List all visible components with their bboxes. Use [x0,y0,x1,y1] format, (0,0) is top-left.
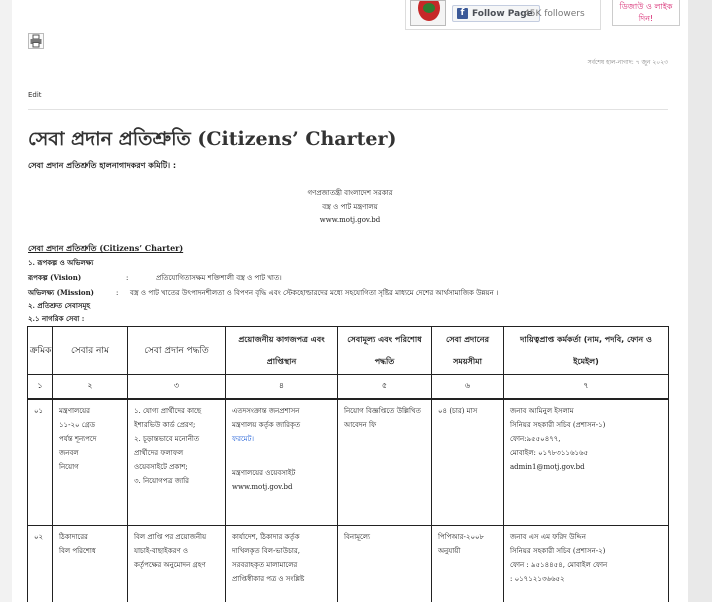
mission-line [28,287,499,299]
text-line: নিয়োগ [59,462,79,471]
ministry-name: বস্ত্র ও পাট মন্ত্রণালয় [322,203,378,211]
col-number: ৩ [128,375,226,399]
col-number: ৭ [504,375,669,399]
like-banner-line1: ডিজাউ ও লাইক [619,2,673,11]
text-line: জনবল [59,448,79,457]
row-service-name [53,526,128,602]
vision-label: রূপকল্প (Vision) [28,273,82,282]
like-banner[interactable] [612,0,680,26]
text-line: জনাব আমিনুল ইসলাম [510,406,574,415]
text-line: বিল প্রাপ্তি পর প্রয়োজনীয় [134,533,207,541]
table-row [28,526,669,602]
page-side-shadow [688,0,712,602]
text-line: সিনিয়র সহকারী সচিব (প্রশাসন-২) [510,547,606,555]
citizen-charter-table [27,326,669,602]
text-line: মন্ত্রণালয়ের [59,406,91,415]
vision-mission-heading: ১. রূপকল্প ও অভিলক্ষ্য [28,258,94,267]
text-line: নিয়োগ বিজ্ঞপ্তিতে উল্লিখিত [344,406,421,415]
col-method: সেবা প্রদান পদ্ধতি [128,327,226,375]
committee-line: সেবা প্রদান প্রতিশ্রুতি হালনাগাদকরণ কমিটি। : [28,161,177,170]
row-officer [504,399,669,526]
col-fee: সেবামূল্য এবং পরিশোধ পদ্ধতি [338,327,432,375]
row-timeframe [432,526,504,602]
vision-line [28,272,282,284]
printer-icon [29,34,43,48]
row-fee [338,399,432,526]
table-header-row [28,327,669,375]
text-line: যাচাই-বাছাইকরণ ও [134,547,189,555]
text-line: ইশারভিউ কার্ড প্রেরণ; [134,420,196,429]
text-line: : ০১৭১২১৩৬৬৫২ [510,575,565,583]
facebook-icon: f [457,8,468,19]
text-line: আবেদন ফি [344,420,377,429]
text-line: অনুযায়ী [438,547,461,555]
text-line: মন্ত্রণালয় কর্তৃক জারিকৃত [232,420,301,429]
spacer [232,446,333,466]
gov-name: গণপ্রজাতন্ত্রী বাংলাদেশ সরকার [307,189,393,197]
text-line: মন্ত্রণালয়ের ওয়েবসাইট [232,468,296,477]
col-number: ৪ [226,375,338,399]
text-line: ২. চূড়ান্তভাবে মনোনীত [134,434,200,443]
facebook-widget [405,0,601,30]
text-line: ফোন : ৯৫১৪৪৫৪, মোবাইল ফোন [510,561,608,569]
text-line: ১১-২০ গ্রেড [59,420,96,429]
row-method [128,399,226,526]
text-line: এতদসংক্রান্ত জনপ্রশাসন [232,406,300,415]
row-service-name [53,399,128,526]
col-number: ৬ [432,375,504,399]
col-timeframe: সেবা প্রদানের সময়সীমা [432,327,504,375]
text-line: মোবাইল: ০১৭৮৩১১৬১৬৫ [510,448,589,457]
like-banner-line2: দিন! [638,14,654,23]
page-title: সেবা প্রদান প্রতিশ্রুতি (Citizens’ Charter) [28,128,397,150]
text-line: সিনিয়র সহকারী সচিব (প্রশাসন-১) [510,420,606,429]
format-link[interactable]: ফরমেট। [232,434,254,443]
vision-text: প্রতিযোগিতাসক্ষম শক্তিশালী বস্ত্র ও পাট খাত। [156,274,282,282]
divider [28,109,668,110]
table-row [28,399,669,526]
row-timeframe: ০৪ (চার) মাস [432,399,504,526]
text-line: ৩. নিয়োগপত্র জারি [134,476,190,485]
row-serial: ০১ [28,399,53,526]
mission-colon: : [116,289,119,297]
follow-page-label: Follow Page [472,8,533,19]
edit-link[interactable]: Edit [28,91,42,99]
col-service-name: সেবার নাম [53,327,128,375]
text-line: বিনামূল্যে [344,533,371,541]
text-line: দাখিলকৃত বিল-ভাউচার, [232,547,300,555]
row-method [128,526,226,602]
print-button[interactable] [28,33,44,49]
text-line: প্রাপ্তিস্বীকার পত্র ও সংশ্লিষ্ট [232,575,305,583]
text-line: জনাব এস এম ফরিদ উদ্দিন [510,533,586,541]
mission-text: বস্ত্র ও পাট খাতের উৎপাদনশীলতা ও বিপণন বৃদ্ধি এবং স্টেকহোল্ডারদের মধ্যে সহযোগিতা সৃষ্টির মাধ্যমে দেশের আর্থসামাজিক উন্নয়ন । [130,289,499,297]
charter-heading: সেবা প্রদান প্রতিশ্রুতি (Citizens’ Charter) [28,243,184,253]
text-line: সরবরাহকৃত মালামালের [232,561,298,569]
services-heading: ২. প্রতিশ্রুত সেবাসমূহ [28,301,91,310]
col-number: ৫ [338,375,432,399]
vision-colon: : [126,274,129,282]
column-number-row [28,375,669,399]
mission-label: অভিলক্ষ্য (Mission) [28,288,94,297]
last-updated: সর্বশেষ হাল-নাগাদ: ৭ জুন ২০২৩ [587,59,668,66]
row-fee [338,526,432,602]
officer-email[interactable]: admin1@motj.gov.bd [510,462,585,471]
text-line: পর্যন্ত শূন্যপদে [59,434,97,443]
col-officer: দায়িত্বপ্রাপ্ত কর্মকর্তা (নাম, পদবি, ফোন ও ইমেইল) [504,327,669,375]
text-line: পিপিআর-২০০৮ [438,533,485,541]
row-serial: ০২ [28,526,53,602]
text-line: ঠিকাদারের [59,533,88,541]
text-line: www.motj.gov.bd [232,482,293,491]
col-documents: প্রয়োজনীয় কাগজপত্র এবং প্রাপ্তিস্থান [226,327,338,375]
text-line: বিল পরিশোধ [59,547,96,555]
ministry-website: www.motj.gov.bd [319,216,381,224]
page [12,0,688,602]
text-line: ১. যোগ্য প্রার্থীদের কাছে [134,406,202,415]
col-number: ১ [28,375,53,399]
government-logo[interactable] [410,0,446,26]
col-serial: ক্রমিক [28,327,53,375]
row-documents [226,526,338,602]
text-line: ওয়েবসাইটে প্রকাশ; [134,462,188,471]
col-number: ২ [53,375,128,399]
text-line: ফোন:৯৫৫০৪৭৭, [510,434,561,443]
civic-services-heading: ২.১ নাগরিক সেবা : [28,314,85,323]
text-line: কর্তৃপক্ষের অনুমোদন গ্রহণ [134,561,206,569]
row-officer [504,526,669,602]
row-documents [226,399,338,526]
text-line: প্রার্থীদের ফলাফল [134,448,184,457]
text-line: কার্যাদেশ, ঠিকাদার কর্তৃক [232,533,300,541]
follower-count: 45K followers [524,9,585,19]
